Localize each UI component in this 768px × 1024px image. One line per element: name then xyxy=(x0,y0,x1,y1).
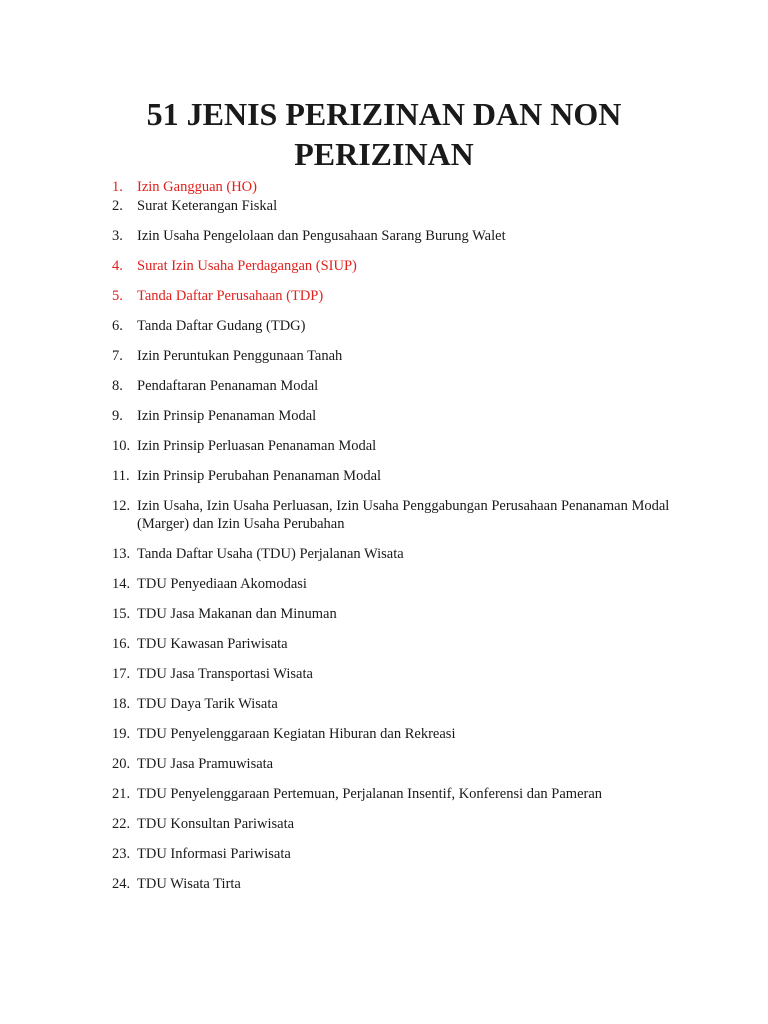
title-line-2: PERIZINAN xyxy=(294,136,474,172)
list-item-text: TDU Penyelenggaraan Kegiatan Hiburan dan Rekreasi xyxy=(137,726,456,742)
list-item-text: TDU Kawasan Pariwisata xyxy=(137,636,288,652)
list-item-number: 12. xyxy=(112,498,131,514)
list-item-text: TDU Konsultan Pariwisata xyxy=(137,816,295,832)
list-item-number: 19. xyxy=(112,726,131,742)
list-item xyxy=(112,287,672,305)
list-item xyxy=(112,197,672,215)
list-item-number: 11. xyxy=(112,468,130,484)
list-item-text: Izin Usaha Pengelolaan dan Pengusahaan Sarang Burung Walet xyxy=(137,228,506,244)
list-item xyxy=(112,875,672,893)
list-item-text: Tanda Daftar Perusahaan (TDP) xyxy=(137,288,324,304)
permit-list xyxy=(112,178,672,905)
list-item-number: 20. xyxy=(112,756,131,772)
list-item-number: 17. xyxy=(112,666,131,682)
list-item-number: 22. xyxy=(112,816,131,832)
list-item-number: 24. xyxy=(112,876,131,892)
list-item-text: TDU Penyediaan Akomodasi xyxy=(137,576,307,592)
list-item-text: Surat Izin Usaha Perdagangan (SIUP) xyxy=(137,258,357,274)
list-item-text: Surat Keterangan Fiskal xyxy=(137,198,278,214)
list-item-number: 21. xyxy=(112,786,131,802)
list-item xyxy=(112,635,672,653)
list-item-number: 14. xyxy=(112,576,131,592)
list-item-number: 23. xyxy=(112,846,131,862)
list-item xyxy=(112,575,672,593)
list-item-text: TDU Daya Tarik Wisata xyxy=(137,696,278,712)
list-item-number: 5. xyxy=(112,288,123,304)
list-item-text: Tanda Daftar Usaha (TDU) Perjalanan Wisata xyxy=(137,546,404,562)
list-item xyxy=(112,605,672,623)
list-item xyxy=(112,437,672,455)
list-item-number: 9. xyxy=(112,408,123,424)
page-title xyxy=(0,94,768,174)
list-item-text: TDU Wisata Tirta xyxy=(137,876,241,892)
list-item xyxy=(112,665,672,683)
list-item-text: Izin Prinsip Perubahan Penanaman Modal xyxy=(137,468,382,484)
list-item xyxy=(112,497,672,533)
list-item xyxy=(112,785,672,803)
list-item-number: 15. xyxy=(112,606,131,622)
list-item xyxy=(112,257,672,275)
list-item-text: Izin Prinsip Penanaman Modal xyxy=(137,408,317,424)
list-item-text: Pendaftaran Penanaman Modal xyxy=(137,378,319,394)
list-item-number: 16. xyxy=(112,636,131,652)
list-item xyxy=(112,317,672,335)
list-item xyxy=(112,407,672,425)
title-line-1: 51 JENIS PERIZINAN DAN NON xyxy=(146,96,622,132)
list-item-number: 13. xyxy=(112,546,131,562)
list-item-number: 2. xyxy=(112,198,123,214)
list-item xyxy=(112,845,672,863)
list-item xyxy=(112,545,672,563)
list-item-text: TDU Informasi Pariwisata xyxy=(137,846,291,862)
list-item-number: 4. xyxy=(112,258,123,274)
list-item-text: TDU Penyelenggaraan Pertemuan, Perjalanan Insentif, Konferensi dan Pameran xyxy=(137,786,603,802)
list-item-text: Izin Gangguan (HO) xyxy=(137,179,257,195)
list-item-number: 3. xyxy=(112,228,123,244)
list-item-number: 6. xyxy=(112,318,123,334)
list-item-text: TDU Jasa Makanan dan Minuman xyxy=(137,606,337,622)
list-item xyxy=(112,227,672,245)
list-item xyxy=(112,815,672,833)
list-item-number: 8. xyxy=(112,378,123,394)
list-item xyxy=(112,695,672,713)
list-item-number: 18. xyxy=(112,696,131,712)
list-item-text: TDU Jasa Pramuwisata xyxy=(137,756,274,772)
list-item-text: Tanda Daftar Gudang (TDG) xyxy=(137,318,306,334)
list-item-text: Izin Usaha, Izin Usaha Perluasan, Izin Usaha Penggabungan Perusahaan Penanaman Modal (Marger) dan Izin Usaha Perubahan xyxy=(137,498,670,532)
list-item xyxy=(112,755,672,773)
list-item xyxy=(112,347,672,365)
list-item xyxy=(112,725,672,743)
list-item-text: Izin Prinsip Perluasan Penanaman Modal xyxy=(137,438,377,454)
list-item-number: 10. xyxy=(112,438,131,454)
list-item-text: TDU Jasa Transportasi Wisata xyxy=(137,666,313,682)
list-item xyxy=(112,467,672,485)
list-item xyxy=(112,377,672,395)
list-item-text: Izin Peruntukan Penggunaan Tanah xyxy=(137,348,343,364)
list-item xyxy=(112,178,672,196)
list-item-number: 7. xyxy=(112,348,123,364)
list-item-number: 1. xyxy=(112,179,123,195)
